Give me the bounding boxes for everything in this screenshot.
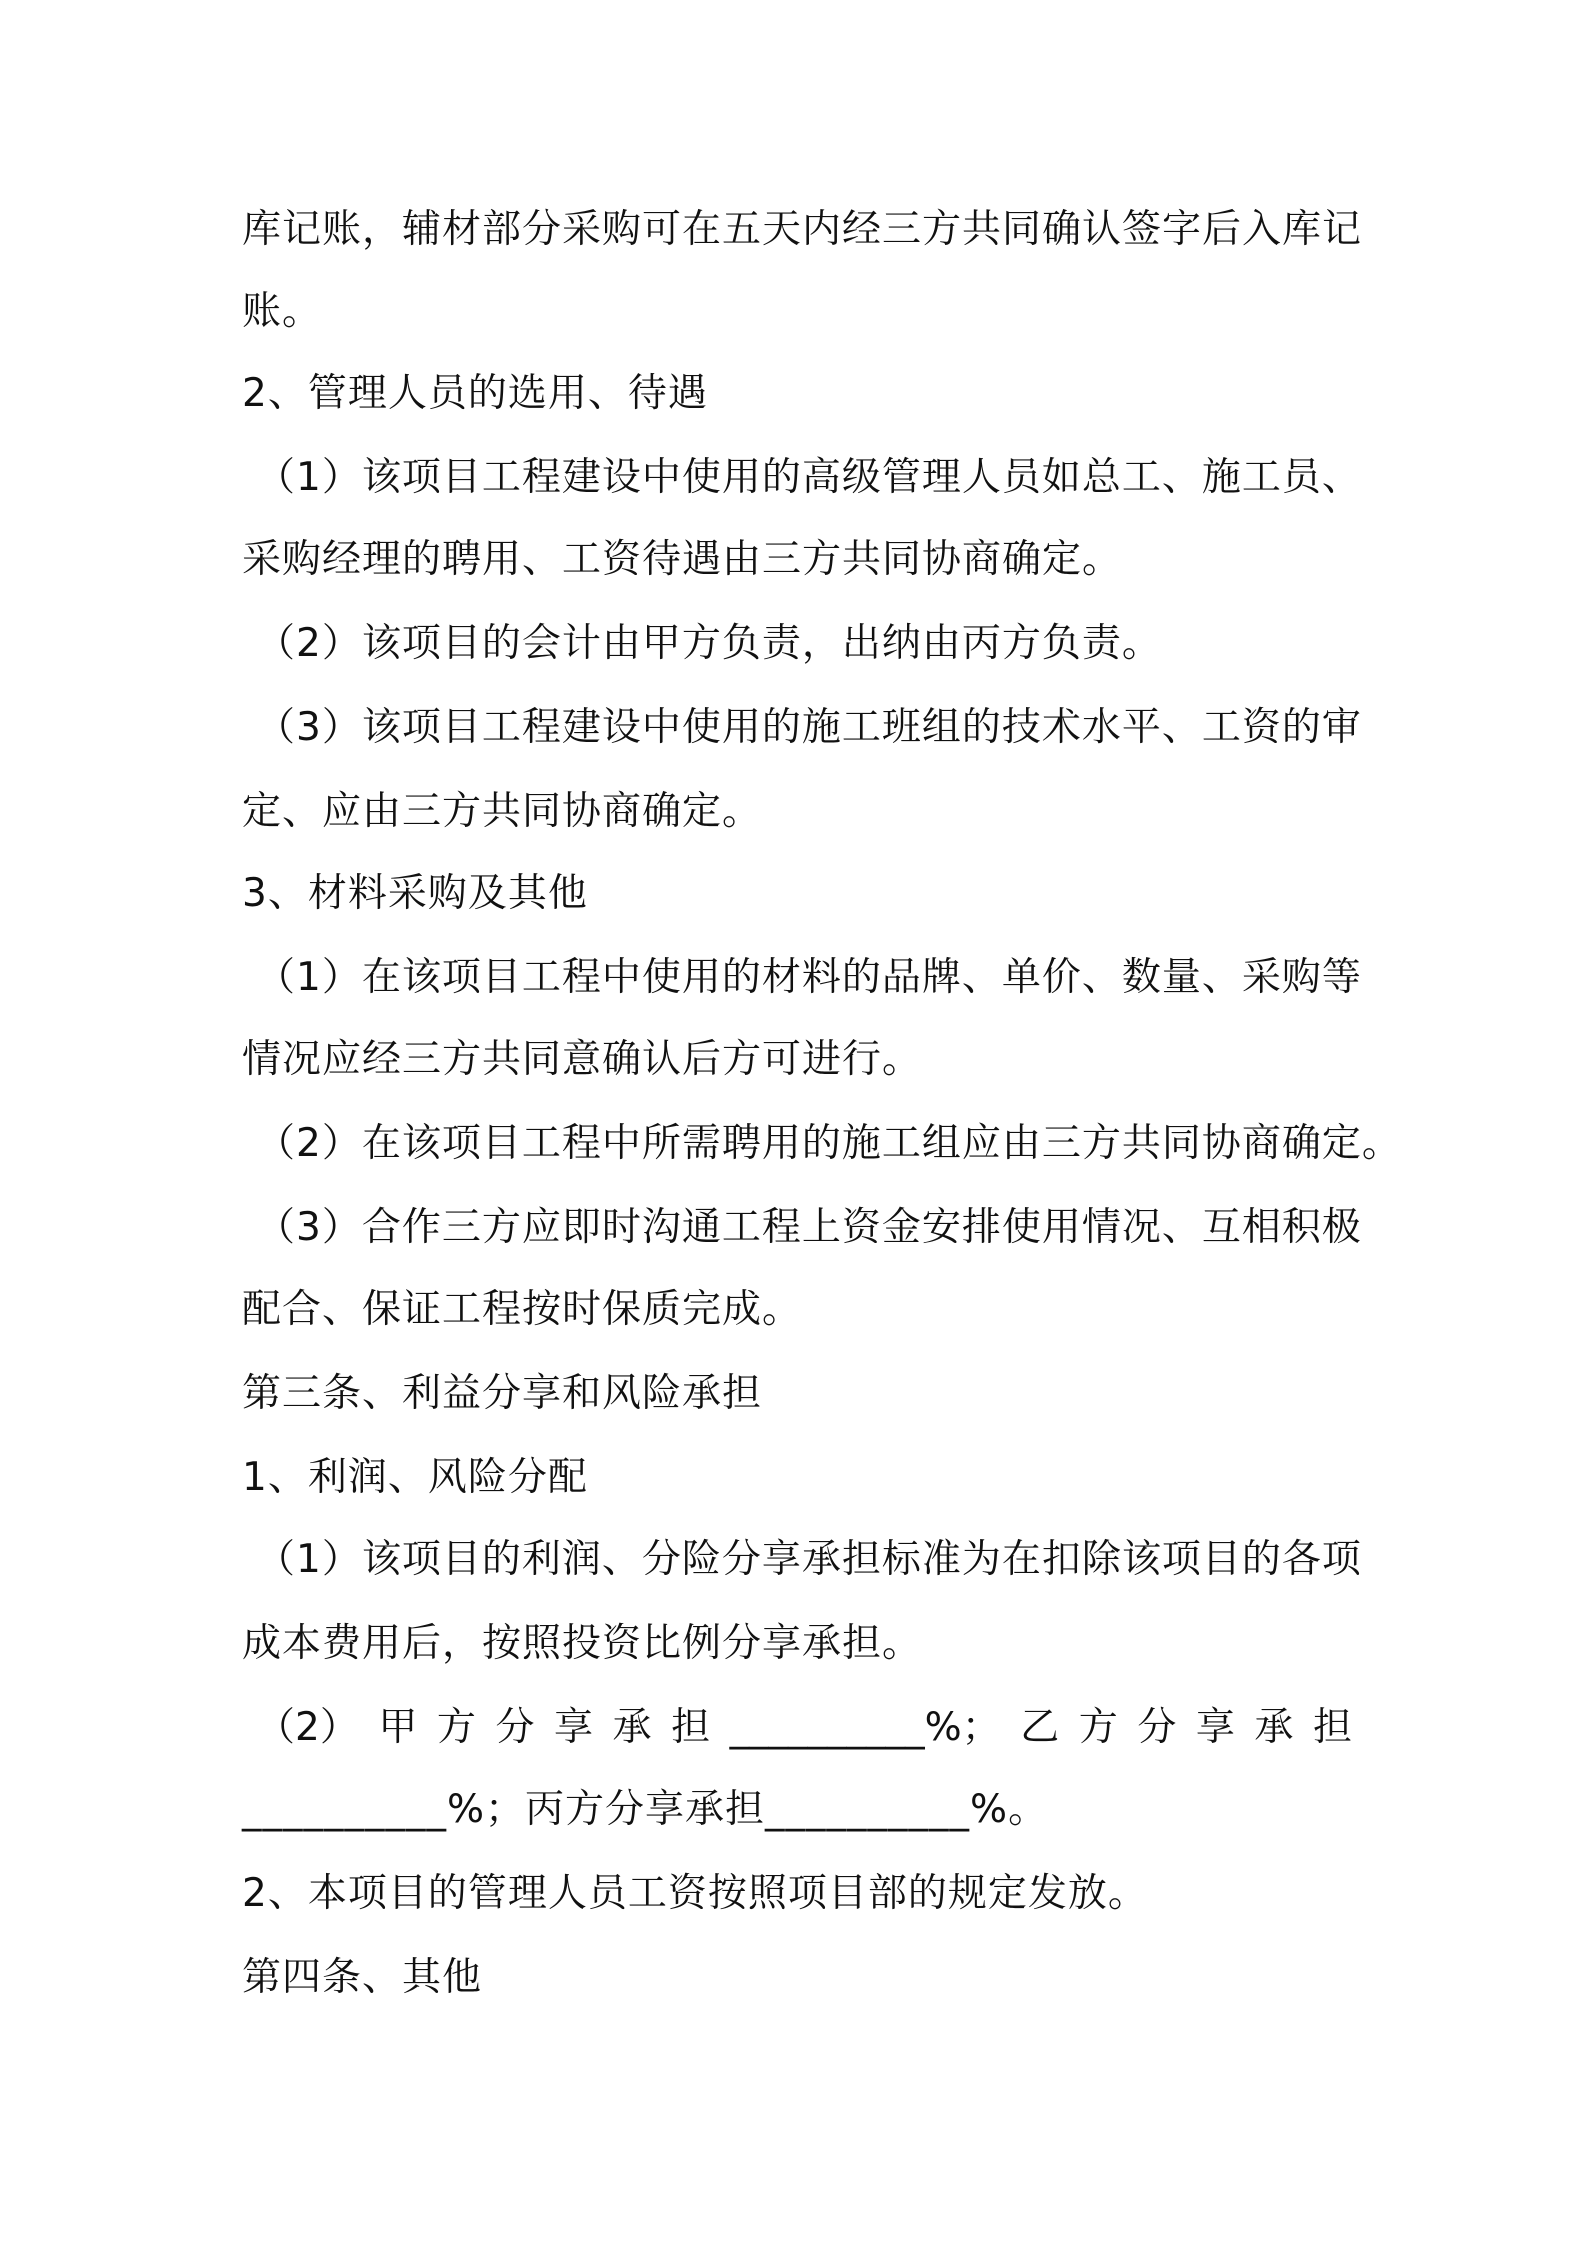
- spread-token: 享: [554, 1705, 594, 1750]
- spread-token: 分: [1137, 1705, 1177, 1750]
- section-heading: 3、材料采购及其他: [242, 871, 588, 916]
- text-line: 定、应由三方共同协商确定。: [242, 789, 763, 834]
- spread-token: （2）: [256, 1705, 359, 1750]
- text-line: （2）该项目的会计由甲方负责，出纳由丙方负责。: [256, 621, 1162, 666]
- section-heading: 2、管理人员的选用、待遇: [242, 371, 708, 416]
- text-line: __________%；丙方分享承担__________%。: [242, 1787, 1049, 1832]
- text-line: 成本费用后，按照投资比例分享承担。: [242, 1621, 923, 1666]
- text-line: 账。: [242, 289, 323, 334]
- text-line: 情况应经三方共同意确认后方可进行。: [242, 1037, 923, 1082]
- section-heading: 1、利润、风险分配: [242, 1455, 588, 1500]
- spread-token: 甲: [378, 1705, 418, 1750]
- text-line: 库记账，辅材部分采购可在五天内经三方共同确认签字后入库记: [242, 207, 1363, 252]
- spread-token: 担: [671, 1705, 711, 1750]
- justified-share-line: [256, 1704, 1352, 1752]
- text-line: （2）在该项目工程中所需聘用的施工组应由三方共同协商确定。: [256, 1121, 1402, 1166]
- spread-token: 承: [1254, 1705, 1294, 1750]
- spread-token: 承: [612, 1705, 652, 1750]
- text-line: （1）该项目工程建设中使用的高级管理人员如总工、施工员、: [256, 455, 1362, 500]
- spread-token: 方: [436, 1705, 476, 1750]
- spread-token: 乙: [1020, 1705, 1060, 1750]
- text-line: （1）该项目的利润、分险分享承担标准为在扣除该项目的各项: [256, 1537, 1362, 1582]
- article-heading: 第四条、其他: [242, 1955, 483, 2000]
- text-line: （3）合作三方应即时沟通工程上资金安排使用情况、互相积极: [256, 1205, 1362, 1250]
- section-heading: 2、本项目的管理人员工资按照项目部的规定发放。: [242, 1871, 1148, 1916]
- spread-token: 分: [495, 1705, 535, 1750]
- text-line: 配合、保证工程按时保质完成。: [242, 1287, 803, 1332]
- text-line: 采购经理的聘用、工资待遇由三方共同协商确定。: [242, 537, 1123, 582]
- spread-token: 担: [1312, 1705, 1352, 1750]
- spread-token: 享: [1195, 1705, 1235, 1750]
- text-line: （3）该项目工程建设中使用的施工班组的技术水平、工资的审: [256, 705, 1362, 750]
- text-line: （1）在该项目工程中使用的材料的品牌、单价、数量、采购等: [256, 955, 1362, 1000]
- article-heading: 第三条、利益分享和风险承担: [242, 1371, 763, 1416]
- spread-token: 方: [1078, 1705, 1118, 1750]
- spread-token: __________%；: [729, 1705, 1001, 1750]
